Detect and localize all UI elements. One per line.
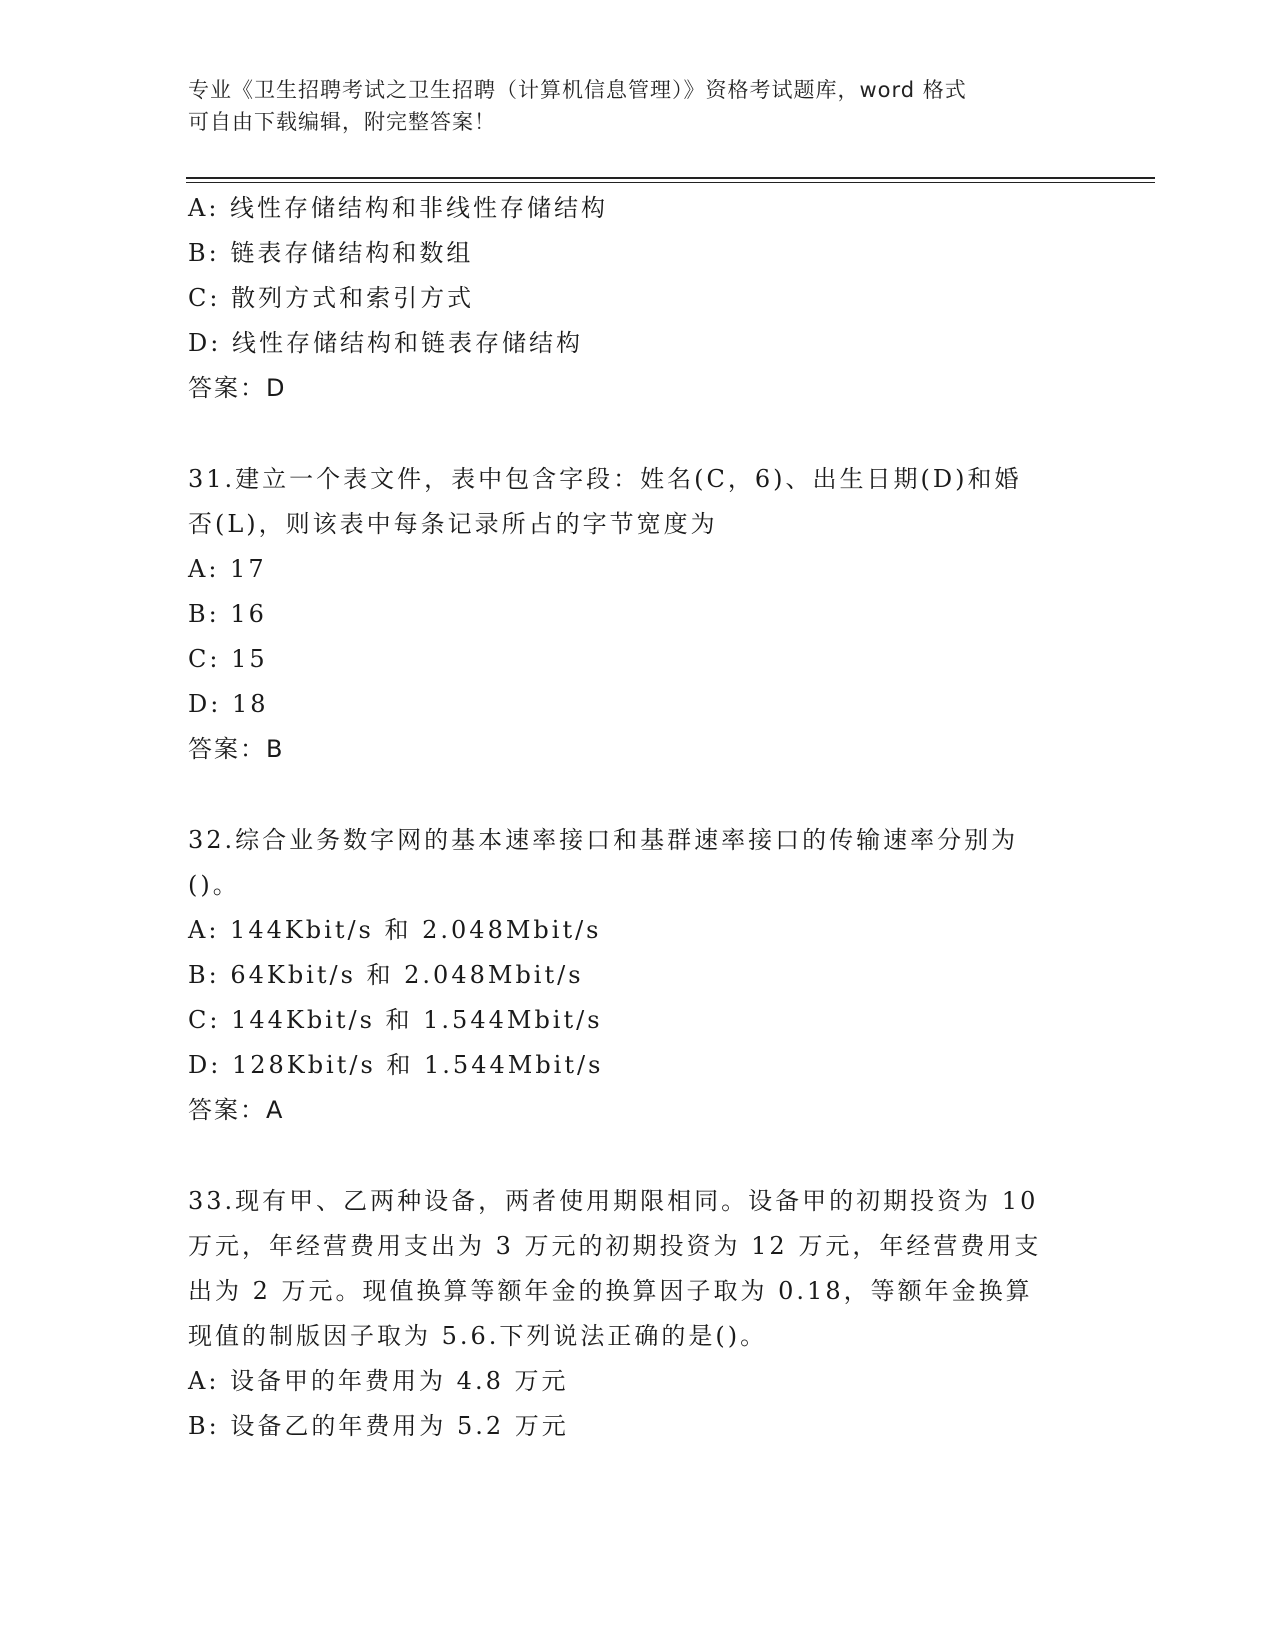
question-stem-line: 万元，年经营费用支出为 3 万元的初期投资为 12 万元，年经营费用支	[188, 1232, 1042, 1260]
option-c: C: 144Kbit/s 和 1.544Mbit/s	[188, 1006, 603, 1034]
option-a: A: 144Kbit/s 和 2.048Mbit/s	[188, 916, 602, 944]
question-block-31	[188, 457, 1088, 772]
header-line-2: 可自由下载编辑，附完整答案！	[188, 110, 496, 134]
answer-line: 答案：D	[188, 374, 287, 402]
question-block-33	[188, 1179, 1088, 1449]
option-a: A: 17	[188, 555, 267, 583]
header-rule-thin	[186, 182, 1155, 183]
answer-line: 答案：A	[188, 1096, 285, 1124]
option-b: B: 64Kbit/s 和 2.048Mbit/s	[188, 961, 584, 989]
block-spacer	[188, 772, 1088, 818]
question-stem-line: ()。	[188, 871, 240, 899]
option-d: D: 线性存储结构和链表存储结构	[188, 329, 583, 357]
question-block-32	[188, 818, 1088, 1133]
option-c: C: 15	[188, 645, 268, 673]
question-stem-line: 31.建立一个表文件，表中包含字段：姓名(C，6)、出生日期(D)和婚	[188, 465, 1022, 493]
option-d: D: 128Kbit/s 和 1.544Mbit/s	[188, 1051, 604, 1079]
question-block-30	[188, 186, 1088, 411]
block-spacer	[188, 1133, 1088, 1179]
question-stem-line: 现值的制版因子取为 5.6.下列说法正确的是()。	[188, 1322, 768, 1350]
option-b: B: 链表存储结构和数组	[188, 239, 474, 267]
option-d: D: 18	[188, 690, 269, 718]
option-b: B: 16	[188, 600, 267, 628]
option-b: B: 设备乙的年费用为 5.2 万元	[188, 1412, 569, 1440]
question-stem-line: 33.现有甲、乙两种设备，两者使用期限相同。设备甲的初期投资为 10	[188, 1187, 1039, 1215]
option-a: A: 线性存储结构和非线性存储结构	[188, 194, 609, 222]
question-stem-line: 出为 2 万元。现值换算等额年金的换算因子取为 0.18，等额年金换算	[188, 1277, 1033, 1305]
document-header	[188, 74, 1088, 138]
question-content	[188, 186, 1088, 1449]
block-spacer	[188, 411, 1088, 457]
answer-line: 答案：B	[188, 735, 285, 763]
option-a: A: 设备甲的年费用为 4.8 万元	[188, 1367, 569, 1395]
header-line-1: 专业《卫生招聘考试之卫生招聘（计算机信息管理）》资格考试题库，word 格式	[188, 78, 967, 102]
option-c: C: 散列方式和索引方式	[188, 284, 475, 312]
header-rule-thick	[186, 177, 1155, 179]
question-stem-line: 32.综合业务数字网的基本速率接口和基群速率接口的传输速率分别为	[188, 826, 1019, 854]
question-stem-line: 否(L)，则该表中每条记录所占的字节宽度为	[188, 510, 718, 538]
